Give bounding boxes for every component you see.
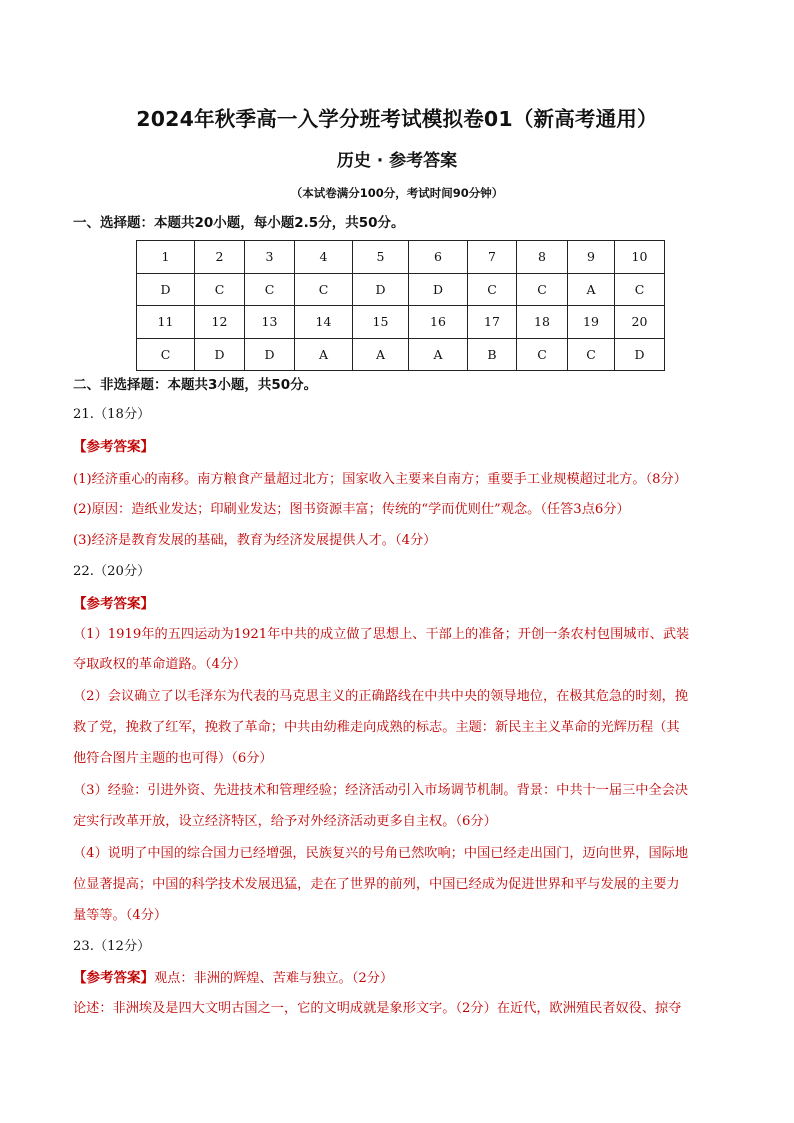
question-number-cell: 2 — [195, 241, 245, 274]
answer-cell: C — [517, 273, 568, 306]
page-title: 2024年秋季高一入学分班考试模拟卷01（新高考通用） — [136, 107, 658, 131]
question-number-cell: 6 — [409, 241, 468, 274]
q22-answer-1-line1: （1）1919年的五四运动为1921年中共的成立做了思想上、干部上的准备；开创一条农村包围城市、武装 — [73, 627, 690, 642]
q22-ref-label: 【参考答案】 — [73, 596, 154, 612]
answer-cell: D — [409, 273, 468, 306]
question-number-cell: 15 — [353, 306, 409, 339]
question-number-cell: 8 — [517, 241, 568, 274]
question-number-cell: 19 — [568, 306, 615, 339]
q22-answer-2-line2: 救了党，挽救了红军，挽救了革命；中共由幼稚走向成熟的标志。主题：新民主主义革命的光辉历程（其 — [73, 720, 680, 735]
q22-answer-4-line2: 位显著提高；中国的科学技术发展迅猛，走在了世界的前列，中国已经成为促进世界和平与发展的主要力 — [73, 877, 680, 892]
answer-cell: C — [517, 338, 568, 371]
answer-cell: A — [295, 338, 353, 371]
q21-answer-2: (2)原因：造纸业发达；印刷业发达；图书资源丰富；传统的“学而优则仕”观念。（任答3点6分） — [73, 502, 630, 517]
q23-answer-2: 论述：非洲埃及是四大文明古国之一，它的文明成就是象形文字。（2分）在近代，欧洲殖民者奴役、掠夺 — [73, 1001, 682, 1016]
q21-answer-1: (1)经济重心的南移。南方粮食产量超过北方；国家收入主要来自南方；重要手工业规模超过北方。（8分） — [73, 472, 687, 487]
q21-ref-label: 【参考答案】 — [73, 439, 154, 455]
q22-label: 22.（20分） — [73, 564, 151, 579]
q23-answer-1-text: 观点：非洲的辉煌、苦难与独立。（2分） — [154, 971, 394, 986]
question-number-cell: 5 — [353, 241, 409, 274]
question-number-cell: 13 — [245, 306, 295, 339]
answer-cell: C — [568, 338, 615, 371]
answer-cell: D — [353, 273, 409, 306]
answer-cell: D — [245, 338, 295, 371]
answer-table-number-row — [137, 306, 665, 339]
page-subtitle: 历史 · 参考答案 — [336, 151, 458, 171]
question-number-cell: 10 — [615, 241, 665, 274]
question-number-cell: 20 — [615, 306, 665, 339]
answer-table-number-row — [137, 241, 665, 274]
answer-table-answer-row — [137, 273, 665, 306]
answer-cell: C — [245, 273, 295, 306]
exam-note: （本试卷满分100分，考试时间90分钟） — [290, 186, 504, 200]
question-number-cell: 16 — [409, 306, 468, 339]
q22-answer-3-line2: 定实行改革开放，设立经济特区，给予对外经济活动更多自主权。（6分） — [73, 814, 497, 829]
answer-cell: A — [568, 273, 615, 306]
answer-cell: C — [615, 273, 665, 306]
question-number-cell: 14 — [295, 306, 353, 339]
answer-cell: D — [615, 338, 665, 371]
q21-answer-3: (3)经济是教育发展的基础，教育为经济发展提供人才。（4分） — [73, 533, 437, 548]
q22-answer-2-line3: 他符合图片主题的也可得）（6分） — [73, 751, 273, 766]
answer-cell: C — [195, 273, 245, 306]
q23-answer-1 — [73, 969, 393, 988]
q21-label: 21.（18分） — [73, 407, 151, 422]
question-number-cell: 3 — [245, 241, 295, 274]
question-number-cell: 4 — [295, 241, 353, 274]
answer-table-answer-row — [137, 338, 665, 371]
q23-label: 23.（12分） — [73, 939, 151, 954]
answer-cell: A — [409, 338, 468, 371]
q22-answer-4-line1: （4）说明了中国的综合国力已经增强，民族复兴的号角已然吹响；中国已经走出国门，迈向世界，国际地 — [73, 846, 689, 861]
section1-heading: 一、选择题：本题共20小题，每小题2.5分，共50分。 — [73, 215, 405, 231]
question-number-cell: 18 — [517, 306, 568, 339]
answer-cell: C — [137, 338, 195, 371]
section2-heading: 二、非选择题：本题共3小题，共50分。 — [73, 377, 318, 393]
question-number-cell: 1 — [137, 241, 195, 274]
q22-answer-1-line2: 夺取政权的革命道路。（4分） — [73, 657, 247, 672]
answer-table — [136, 240, 665, 371]
question-number-cell: 12 — [195, 306, 245, 339]
answer-cell: D — [195, 338, 245, 371]
answer-cell: D — [137, 273, 195, 306]
answer-cell: A — [353, 338, 409, 371]
question-number-cell: 9 — [568, 241, 615, 274]
question-number-cell: 7 — [468, 241, 517, 274]
q23-ref-label: 【参考答案】 — [73, 970, 154, 986]
q22-answer-2-line1: （2）会议确立了以毛泽东为代表的马克思主义的正确路线在中共中央的领导地位，在极其危急的时刻，挽 — [73, 689, 689, 704]
question-number-cell: 17 — [468, 306, 517, 339]
answer-cell: C — [468, 273, 517, 306]
q22-answer-3-line1: （3）经验：引进外资、先进技术和管理经验；经济活动引入市场调节机制。背景：中共十一届三中全会决 — [73, 783, 689, 798]
question-number-cell: 11 — [137, 306, 195, 339]
answer-cell: B — [468, 338, 517, 371]
answer-cell: C — [295, 273, 353, 306]
q22-answer-4-line3: 量等等。（4分） — [73, 908, 168, 923]
